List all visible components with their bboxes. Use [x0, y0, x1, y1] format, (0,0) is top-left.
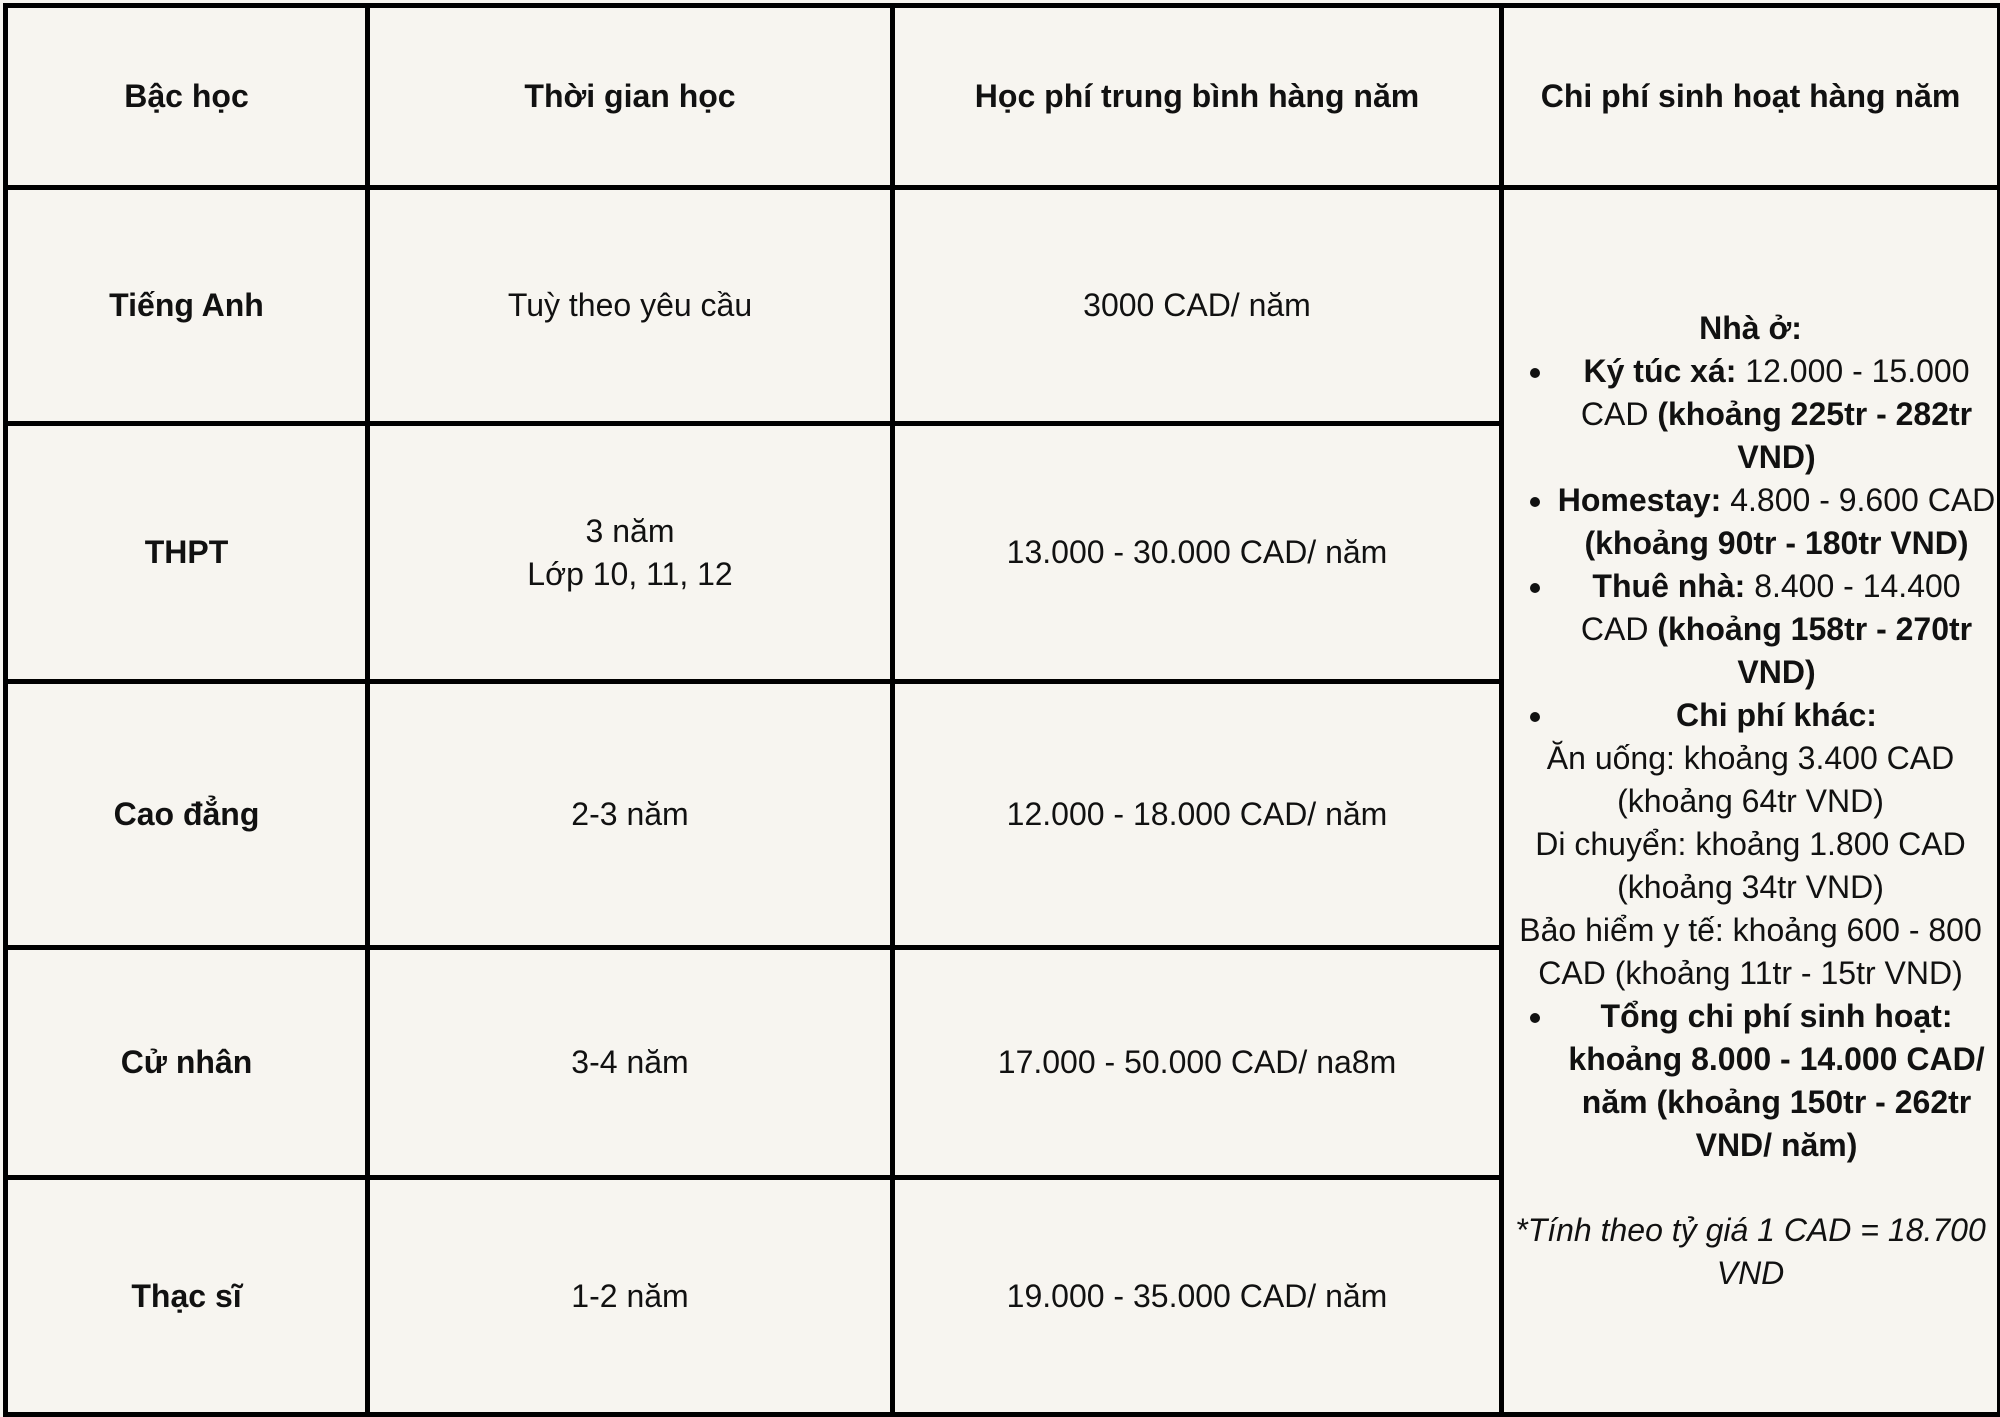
tuition-cell: 12.000 - 18.000 CAD/ năm [893, 682, 1502, 948]
header-duration: Thời gian học [368, 6, 893, 188]
transport-cost: Di chuyển: khoảng 1.800 CAD (khoảng 34tr VND) [1535, 826, 1966, 905]
tuition-cell: 3000 CAD/ năm [893, 188, 1502, 424]
housing-title: Nhà ở: [1699, 310, 1802, 346]
header-row [6, 6, 2000, 188]
duration-cell: Tuỳ theo yêu cầu [368, 188, 893, 424]
living-cost-cell [1502, 188, 2000, 1415]
header-tuition: Học phí trung bình hàng năm [893, 6, 1502, 188]
table-row [6, 188, 2000, 424]
duration-cell: 2-3 năm [368, 682, 893, 948]
level-cell: THPT [6, 424, 368, 682]
insurance-cost: Bảo hiểm y tế: khoảng 600 - 800 CAD (khoảng 11tr - 15tr VND) [1519, 912, 1982, 991]
list-item: • Thuê nhà: 8.400 - 14.400 CAD (khoảng 158tr - 270tr VND) [1556, 565, 1997, 694]
exchange-rate-note: *Tính theo tỷ giá 1 CAD = 18.700 VND [1515, 1212, 1986, 1291]
total-list [1504, 995, 1997, 1167]
tuition-cell: 17.000 - 50.000 CAD/ na8m [893, 948, 1502, 1178]
housing-list [1504, 350, 1997, 737]
level-cell: Cử nhân [6, 948, 368, 1178]
duration-cell: 3-4 năm [368, 948, 893, 1178]
level-cell: Thạc sĩ [6, 1178, 368, 1415]
duration-cell: 1-2 năm [368, 1178, 893, 1415]
header-living-cost: Chi phí sinh hoạt hàng năm [1502, 6, 2000, 188]
header-level: Bậc học [6, 6, 368, 188]
tuition-cell: 13.000 - 30.000 CAD/ năm [893, 424, 1502, 682]
cost-table [3, 3, 2000, 1417]
total-living-cost: • Tổng chi phí sinh hoạt: khoảng 8.000 - 14.000 CAD/ năm (khoảng 150tr - 262tr VND/ năm) [1556, 995, 1997, 1167]
other-costs-title: • Chi phí khác: [1556, 694, 1997, 737]
level-cell: Tiếng Anh [6, 188, 368, 424]
food-cost: Ăn uống: khoảng 3.400 CAD (khoảng 64tr VND) [1546, 740, 1955, 819]
tuition-cell: 19.000 - 35.000 CAD/ năm [893, 1178, 1502, 1415]
duration-cell: 3 năm Lớp 10, 11, 12 [368, 424, 893, 682]
list-item: • Ký túc xá: 12.000 - 15.000 CAD (khoảng 225tr - 282tr VND) [1556, 350, 1997, 479]
level-cell: Cao đẳng [6, 682, 368, 948]
list-item: • Homestay: 4.800 - 9.600 CAD (khoảng 90tr - 180tr VND) [1556, 479, 1997, 565]
